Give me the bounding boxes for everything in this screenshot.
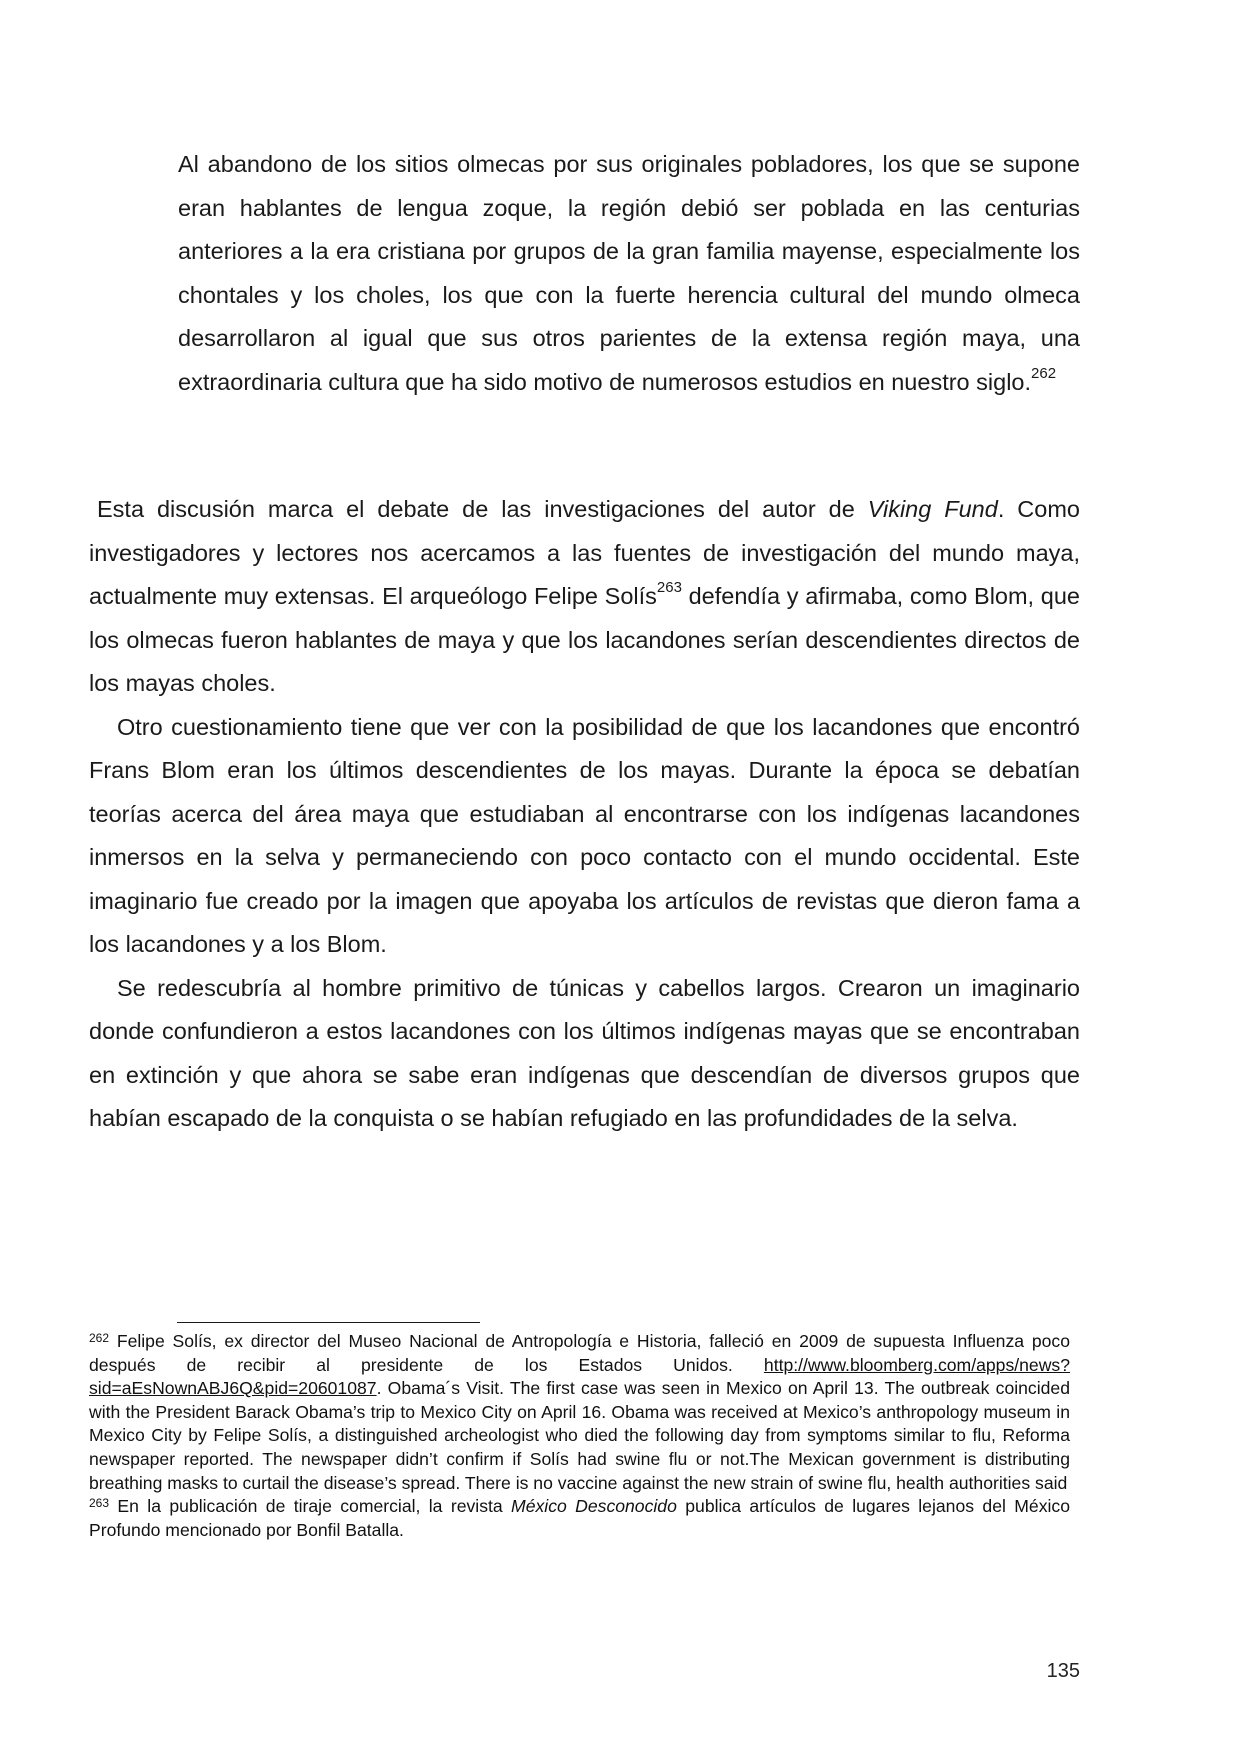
footnotes-section (89, 1330, 1070, 1542)
footnote-262-text-after: . Obama´s Visit. The first case was seen in Mexico on April 13. The outbreak coincided with the President Barack Obama’s trip to Mexico City on April 16. Obama was received at Mexico’s anthropology museum in Mexico City by Felipe Solís, a distinguished archeologist who died the following day from symptoms similar to flu, Reforma newspaper reported. The newspaper didn’t confirm if Solís had swine flu or not.The Mexican government is distributing breathing masks to curtail the disease’s spread. There is no vaccine against the new strain of swine flu, health authorities said (89, 1378, 1070, 1493)
footnote-262-text-before: Felipe Solís, ex director del Museo Nacional de Antropología e Historia, falleció en 2009 de supuesta Influenza poco después de recibir al presidente de los Estados Unidos. (89, 1331, 1070, 1375)
body-text (89, 488, 1080, 1141)
paragraph-1 (89, 488, 1080, 706)
paragraph-1-part3: defendía y afirmaba, como Blom, que los olmecas fueron hablantes de maya y que los lacandones serían descendientes directos de los mayas choles. (89, 583, 1080, 696)
paragraph-3: Se redescubría al hombre primitivo de túnicas y cabellos largos. Crearon un imaginario donde confundieron a estos lacandones con los últimos indígenas mayas que se encontraban en extinción y que ahora se sabe eran indígenas que descendían de diversos grupos que habían escapado de la conquista o se habían refugiado en las profundidades de la selva. (89, 974, 1080, 1131)
footnote-263-text-after: publica artículos de lugares lejanos del México Profundo mencionado por Bonfil Batalla. (89, 1496, 1070, 1540)
paragraph-1-part2: . Como investigadores y lectores nos acercamos a las fuentes de investigación del mundo maya, actualmente muy extensas. El arqueólogo Felipe Solís (89, 496, 1080, 609)
footnote-262 (89, 1330, 1070, 1495)
paragraph-2: Otro cuestionamiento tiene que ver con la posibilidad de que los lacandones que encontró Frans Blom eran los últimos descendientes de los mayas. Durante la época se debatían teorías acerca del área maya que estudiaban al encontrarse con los indígenas lacandones inmersos en la selva y permaneciendo con poco contacto con el mundo occidental. Este imaginario fue creado por la imagen que apoyaba los artículos de revistas que dieron fama a los lacandones y a los Blom. (89, 713, 1080, 957)
footnote-263-italic: México Desconocido (511, 1496, 677, 1517)
footnote-262-mark: 262 (89, 1331, 110, 1345)
block-quote (178, 143, 1080, 404)
footnote-reference-262[interactable]: 262 (1031, 364, 1057, 382)
paragraph-1-italic: Viking Fund (867, 496, 998, 522)
paragraph-1-part1: Esta discusión marca el debate de las investigaciones del autor de (97, 496, 868, 522)
footnote-reference-263[interactable]: 263 (656, 579, 682, 597)
footnote-263 (89, 1495, 1070, 1542)
page-number: 135 (1046, 1660, 1080, 1682)
footnote-262-link[interactable]: http://www.bloomberg.com/apps/news?sid=aEsNownABJ6Q&pid=20601087 (89, 1354, 1070, 1399)
footnote-263-text-before: En la publicación de tiraje comercial, la revista (109, 1496, 512, 1517)
block-quote-text: Al abandono de los sitios olmecas por sus originales pobladores, los que se supone eran hablantes de lengua zoque, la región debió ser poblada en las centurias anteriores a la era cristiana por grupos de la gran familia mayense, especialmente los chontales y los choles, los que con la fuerte herencia cultural del mundo olmeca desarrollaron al igual que sus otros parientes de la extensa región maya, una extraordinaria cultura que ha sido motivo de numerosos estudios en nuestro siglo. (178, 151, 1080, 395)
footnote-263-mark: 263 (89, 1496, 110, 1511)
footnote-divider (177, 1322, 480, 1323)
